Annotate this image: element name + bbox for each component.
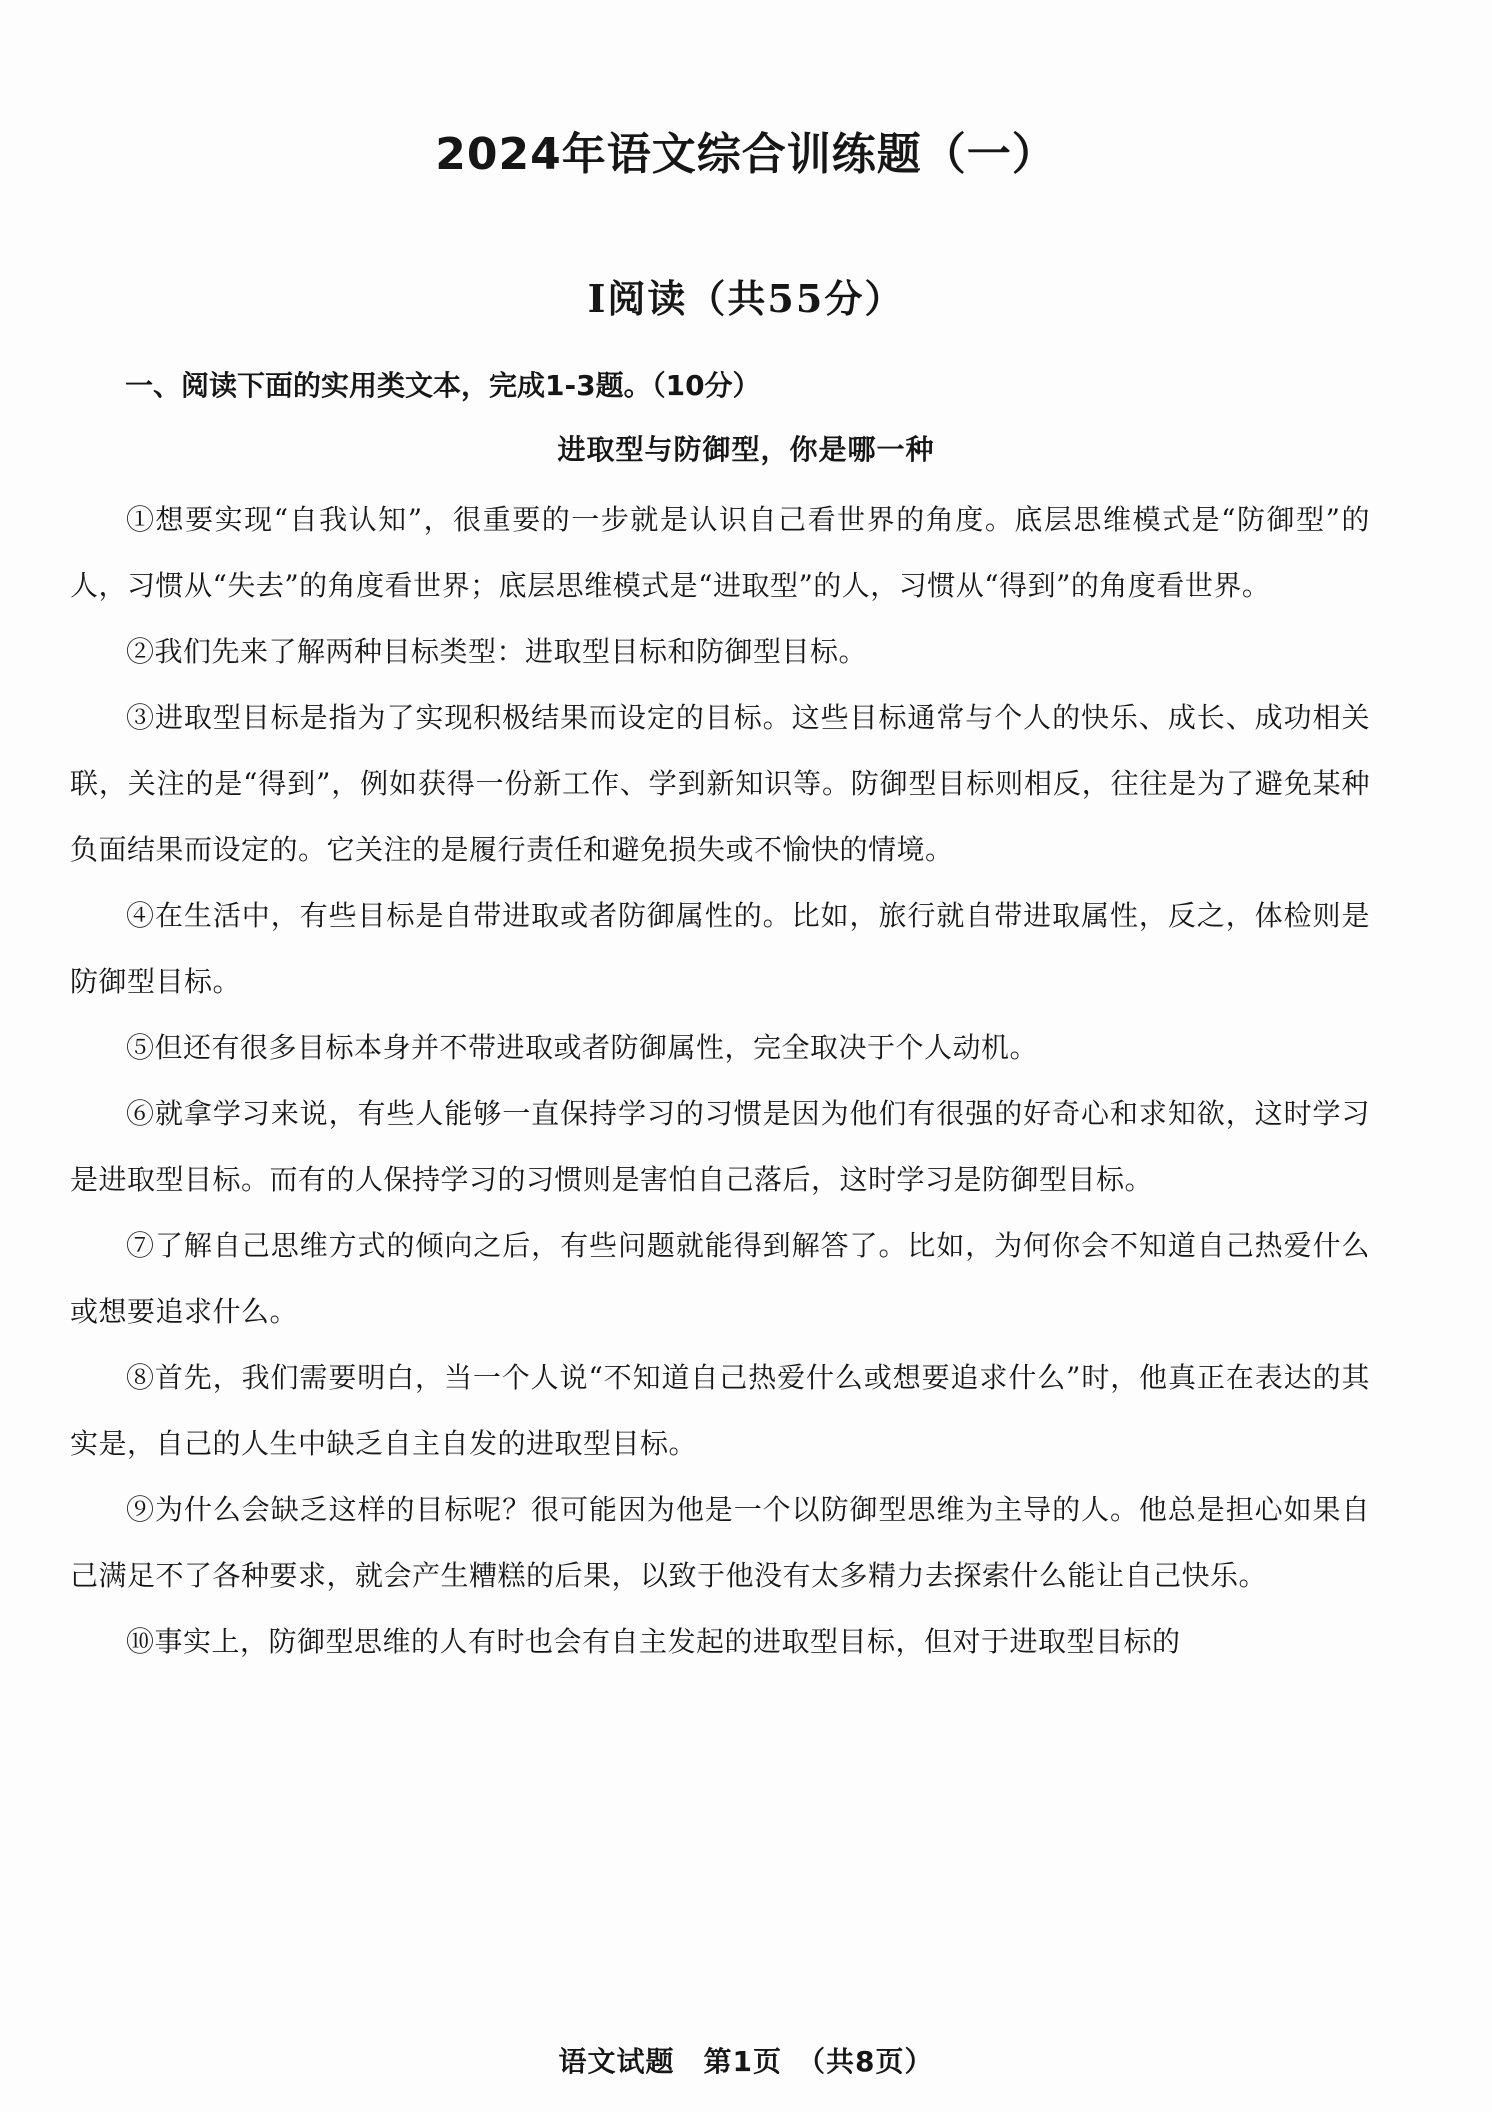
question-heading: 一、阅读下面的实用类文本，完成1-3题。（10分）	[125, 369, 761, 402]
paragraph-5: ⑤但还有很多目标本身并不带进取或者防御属性，完全取决于个人动机。	[126, 1031, 1039, 1064]
paragraph-8: ⑧首先，我们需要明白，当一个人说“不知道自己热爱什么或想要追求什么”时，他真正在表达的其实是，自己的人生中缺乏自主自发的进取型目标。	[70, 1361, 1370, 1460]
paragraph-7: ⑦了解自己思维方式的倾向之后，有些问题就能得到解答了。比如，为何你会不知道自己热爱什么或想要追求什么。	[70, 1229, 1370, 1328]
paragraph-2: ②我们先来了解两种目标类型：进取型目标和防御型目标。	[126, 635, 868, 668]
paragraph-1: ①想要实现“自我认知”，很重要的一步就是认识自己看世界的角度。底层思维模式是“防御型”的人，习惯从“失去”的角度看世界；底层思维模式是“进取型”的人，习惯从“得到”的角度看世界。	[70, 503, 1370, 602]
exam-title: 2024年语文综合训练题（一）	[435, 129, 1057, 180]
article-title: 进取型与防御型，你是哪一种	[557, 433, 935, 466]
paragraph-3: ③进取型目标是指为了实现积极结果而设定的目标。这些目标通常与个人的快乐、成长、成功相关联，关注的是“得到”，例如获得一份新工作、学到新知识等。防御型目标则相反，往往是为了避免某种负面结果而设定的。它关注的是履行责任和避免损失或不愉快的情境。	[70, 701, 1370, 866]
page-footer: 语文试题 第1页 （共8页）	[558, 2045, 934, 2078]
paragraph-6: ⑥就拿学习来说，有些人能够一直保持学习的习惯是因为他们有很强的好奇心和求知欲，这时学习是进取型目标。而有的人保持学习的习惯则是害怕自己落后，这时学习是防御型目标。	[70, 1097, 1370, 1196]
paragraph-4: ④在生活中，有些目标是自带进取或者防御属性的。比如，旅行就自带进取属性，反之，体检则是防御型目标。	[70, 899, 1370, 998]
paragraph-9: ⑨为什么会缺乏这样的目标呢？很可能因为他是一个以防御型思维为主导的人。他总是担心如果自己满足不了各种要求，就会产生糟糕的后果，以致于他没有太多精力去探索什么能让自己快乐。	[70, 1493, 1370, 1592]
paragraph-10: ⑩事实上，防御型思维的人有时也会有自主发起的进取型目标，但对于进取型目标的	[126, 1625, 1181, 1658]
article-body	[70, 487, 1370, 1675]
section-title: Ⅰ阅读（共55分）	[587, 276, 905, 321]
